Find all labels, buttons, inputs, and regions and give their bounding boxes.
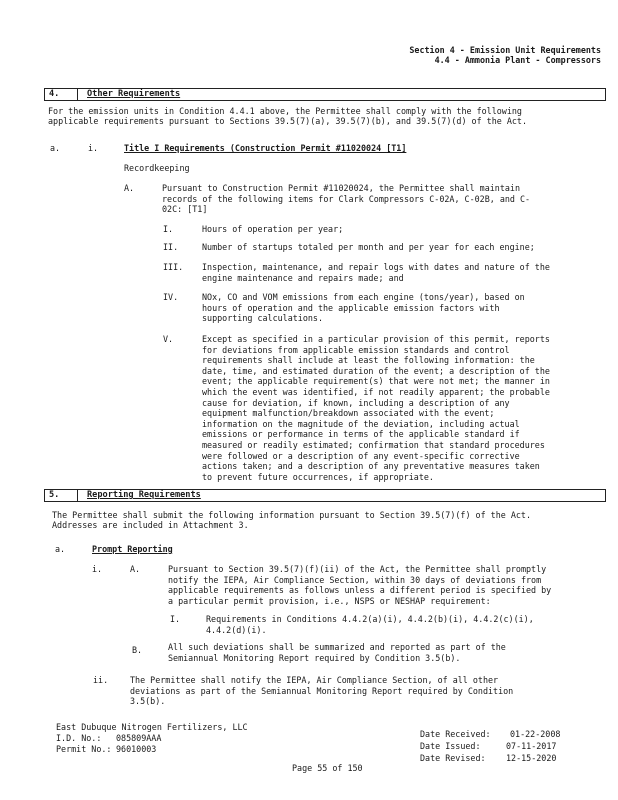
item-A-text: Pursuant to Construction Permit #11020024, the Permittee shall maintain records of the following items for Clark Compressors C-02A, C-02B, and C- 02C: [T1]	[162, 183, 531, 215]
footer-id-value: 085809AAA	[116, 733, 162, 743]
section-4-intro-line-2: applicable requirements pursuant to Sections 39.5(7)(a), 39.5(7)(b), and 39.5(7)(d) of the Act.	[48, 116, 528, 126]
footer-received-value: 01-22-2008	[510, 729, 561, 739]
section-4-number: 4.	[49, 89, 60, 99]
section-5-number: 5.	[49, 490, 60, 500]
item-V-text: Except as specified in a particular provision of this permit, reports for deviations from applicable emission standards and control requirements shall include at least the following information: the date, time, and estimated duration of the event; a description of the event; the applicable requirement(s) that were not met; the manner in which the event was identified, if not readily apparent; the probable cause for deviation, if known, including a description of any equipment malfunction/breakdown associated with the event; information on the magnitude of the deviation, including actual emissions or performance in terms of the applicable standard if measured or readily estimated; confirmation that standard procedures were followed or a description of any event-specific corrective actions taken; and a description of any preventative measures taken to prevent future occurrences, if appropriate.	[202, 334, 550, 482]
section-5-a-label: a.	[55, 544, 66, 554]
section-5-heading	[44, 489, 606, 502]
section-4-a-label: a.	[50, 143, 61, 153]
section-5-ii-text: The Permittee shall notify the IEPA, Air Compliance Section, of all other deviations as part of the Semiannual Monitoring Report required by Condition 3.5(b).	[130, 675, 514, 707]
item-A-label: A.	[124, 183, 135, 193]
footer-permit-label: Permit No.:	[56, 744, 112, 754]
footer-id-label: I.D. No.:	[56, 733, 102, 743]
page-number: Page 55 of 150	[292, 763, 363, 773]
recordkeeping-label: Recordkeeping	[124, 163, 190, 173]
section-5-title: Reporting Requirements	[87, 490, 201, 500]
section-5-I-text: Requirements in Conditions 4.4.2(a)(i), 4.4.2(b)(i), 4.4.2(c)(i), 4.4.2(d)(i).	[206, 614, 534, 635]
section-5-A-label: A.	[130, 564, 141, 574]
heading-divider	[77, 89, 78, 100]
header-section: Section 4 - Emission Unit Requirements	[409, 45, 601, 55]
prompt-reporting-heading: Prompt Reporting	[92, 544, 173, 554]
section-4-i-label: i.	[88, 143, 99, 153]
footer-issued-label: Date Issued:	[420, 741, 481, 751]
section-5-intro-line-2: Addresses are included in Attachment 3.	[52, 520, 249, 530]
section-4-intro-line-1: For the emission units in Condition 4.4.1 above, the Permittee shall comply with the following	[48, 106, 522, 116]
footer-revised-value: 12-15-2020	[506, 753, 557, 763]
item-IV-text: NOx, CO and VOM emissions from each engine (tons/year), based on hours of operation and the applicable emission factors with supporting calculations.	[202, 292, 525, 324]
item-II-text: Number of startups totaled per month and per year for each engine;	[202, 242, 535, 252]
item-V-label: V.	[163, 334, 174, 344]
item-III-text: Inspection, maintenance, and repair logs with dates and nature of the engine maintenance and repairs made; and	[202, 262, 550, 283]
footer-permit-value: 96010003	[116, 744, 157, 754]
title-1-requirements-heading: Title I Requirements (Construction Permit #11020024 [T1]	[124, 143, 407, 153]
footer-issued-value: 07-11-2017	[506, 741, 557, 751]
item-III-label: III.	[163, 262, 184, 272]
footer-revised-label: Date Revised:	[420, 753, 486, 763]
section-4-heading	[44, 88, 606, 101]
section-5-B-text: All such deviations shall be summarized and reported as part of the Semiannual Monitoring Report required by Condition 3.5(b).	[168, 642, 506, 663]
footer-company: East Dubuque Nitrogen Fertilizers, LLC	[56, 722, 248, 732]
item-I-text: Hours of operation per year;	[202, 224, 344, 234]
section-4-title: Other Requirements	[87, 89, 181, 99]
item-IV-label: IV.	[163, 292, 179, 302]
footer-received-label: Date Received:	[420, 729, 491, 739]
section-5-I-label: I.	[170, 614, 181, 624]
item-II-label: II.	[163, 242, 179, 252]
header-subsection: 4.4 - Ammonia Plant - Compressors	[434, 55, 601, 65]
section-5-A-text: Pursuant to Section 39.5(7)(f)(ii) of the Act, the Permittee shall promptly notify the IEPA, Air Compliance Section, within 30 days of deviations from applicable requirements as follows unless a different period is specified by a particular permit provision, i.e., NSPS or NESHAP requirement:	[168, 564, 552, 606]
section-5-intro-line-1: The Permittee shall submit the following information pursuant to Section 39.5(7)(f) of the Act.	[52, 510, 532, 520]
section-5-ii-label: ii.	[93, 675, 109, 685]
item-I-label: I.	[163, 224, 174, 234]
heading-divider	[77, 490, 78, 501]
section-5-i-label: i.	[92, 564, 103, 574]
section-5-B-label: B.	[132, 645, 143, 655]
